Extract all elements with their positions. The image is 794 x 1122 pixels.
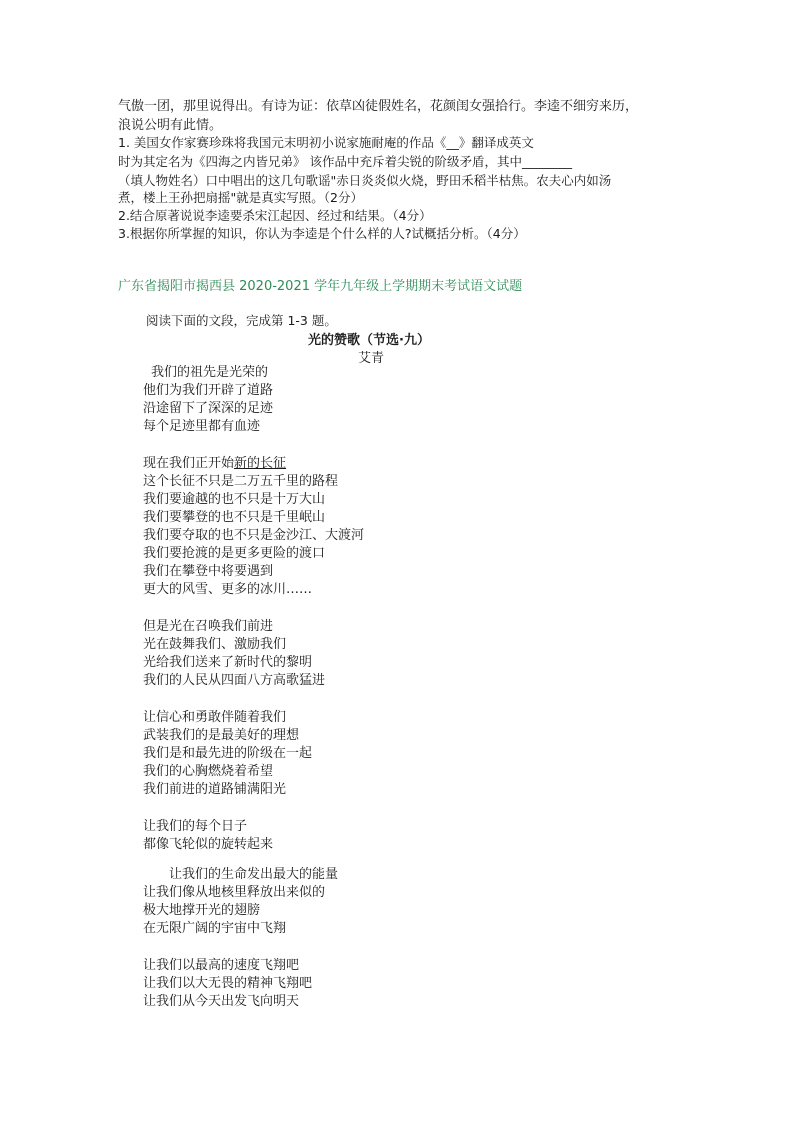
- poem-line: 更大的风雪、更多的冰川……: [143, 582, 313, 597]
- poem-line: 沿途留下了深深的足迹: [143, 401, 274, 416]
- poem-line: 让我们的每个日子: [143, 819, 248, 834]
- poem-line: 让我们从今天出发飞向明天: [143, 994, 300, 1009]
- poem-line: 我们的人民从四面八方高歌猛进: [143, 673, 326, 688]
- poem-line: 武装我们的是最美好的理想: [143, 728, 300, 743]
- poem-line: 这个长征不只是二万五千里的路程: [143, 474, 339, 489]
- poem-line: 我们的祖先是光荣的: [151, 365, 269, 380]
- poem-title: 光的赞歌（节选·九）: [308, 333, 430, 348]
- section-heading: 广东省揭阳市揭西县 2020-2021 学年九年级上学期期末考试语文试题: [118, 279, 523, 294]
- poem-line: 我们前进的道路铺满阳光: [143, 782, 287, 797]
- poem-stanza-2: [143, 455, 364, 599]
- passage-line: 气傲一团，那里说得出。有诗为证：依草凶徒假姓名，花颜闺女强拾行。李逵不细穷来历，: [118, 99, 639, 114]
- poem-line: 我们要夺取的也不只是金沙江、大渡河: [143, 528, 365, 543]
- poem-stanza-4: [143, 709, 312, 799]
- poem-stanza-6: [143, 866, 338, 938]
- poem-line: 极大地撑开光的翅膀: [143, 903, 261, 918]
- poem-line: 让我们以大无畏的精神飞翔吧: [143, 976, 313, 991]
- poem-line: 我们是和最先进的阶级在一起: [143, 746, 313, 761]
- poem-stanza-5: [143, 818, 273, 854]
- question-3: 3.根据你所掌握的知识，你认为李逵是个什么样的人?试概括分析。（4分）: [118, 226, 526, 241]
- reading-instruction: 阅读下面的文段，完成第 1-3 题。: [146, 313, 337, 328]
- poem-line: 让我们的生命发出最大的能量: [169, 867, 339, 882]
- poem-stanza-3: [143, 618, 325, 690]
- underlined-phrase: 新的长征: [234, 456, 287, 471]
- poem-line: 但是光在召唤我们前进: [143, 619, 274, 634]
- question-1-line: 时为其定名为《四海之内皆兄弟》 该作品中充斥着尖锐的阶级矛盾，其中________: [118, 154, 572, 169]
- poem-line: 我们在攀登中将要遇到: [143, 564, 274, 579]
- poem-line: 在无限广阔的宇宙中飞翔: [143, 921, 287, 936]
- poem-line: 光给我们送来了新时代的黎明: [143, 655, 313, 670]
- passage-line: 浪说公明有此情。: [118, 118, 223, 133]
- question-2: 2.结合原著说说李逵要杀宋江起因、经过和结果。（4分）: [118, 208, 432, 223]
- question-1-line: 煮，楼上王孙把扇摇"就是真实写照。（2分）: [118, 190, 363, 205]
- poem-line: 让我们像从地核里释放出来似的: [143, 885, 326, 900]
- poem-stanza-1: [143, 364, 273, 436]
- poem-line: 我们的心胸燃烧着希望: [143, 764, 274, 779]
- poem-line: 他们为我们开辟了道路: [143, 383, 274, 398]
- poem-line: 我们要逾越的也不只是十万大山: [143, 492, 326, 507]
- poem-stanza-7: [143, 957, 312, 1011]
- poem-line: 我们要攀登的也不只是千里岷山: [143, 510, 326, 525]
- poem-line: 让我们以最高的速度飞翔吧: [143, 958, 300, 973]
- poem-line: 光在鼓舞我们、激励我们: [143, 637, 287, 652]
- poem-line-text: 现在我们正开始: [143, 456, 235, 471]
- poem-author: 艾青: [358, 351, 385, 366]
- question-1: 1. 美国女作家赛珍珠将我国元末明初小说家施耐庵的作品《__》翻译成英文: [118, 135, 534, 150]
- poem-line: 让信心和勇敢伴随着我们: [143, 710, 287, 725]
- poem-line: 每个足迹里都有血迹: [143, 419, 261, 434]
- question-1-line: （填人物姓名）口中唱出的这几句歌谣"赤日炎炎似火烧，野田禾稻半枯焦。农夫心内如汤: [118, 173, 612, 188]
- poem-line: 我们要抢渡的是更多更险的渡口: [143, 546, 326, 561]
- poem-line: [143, 455, 364, 473]
- poem-line: 都像飞轮似的旋转起来: [143, 837, 274, 852]
